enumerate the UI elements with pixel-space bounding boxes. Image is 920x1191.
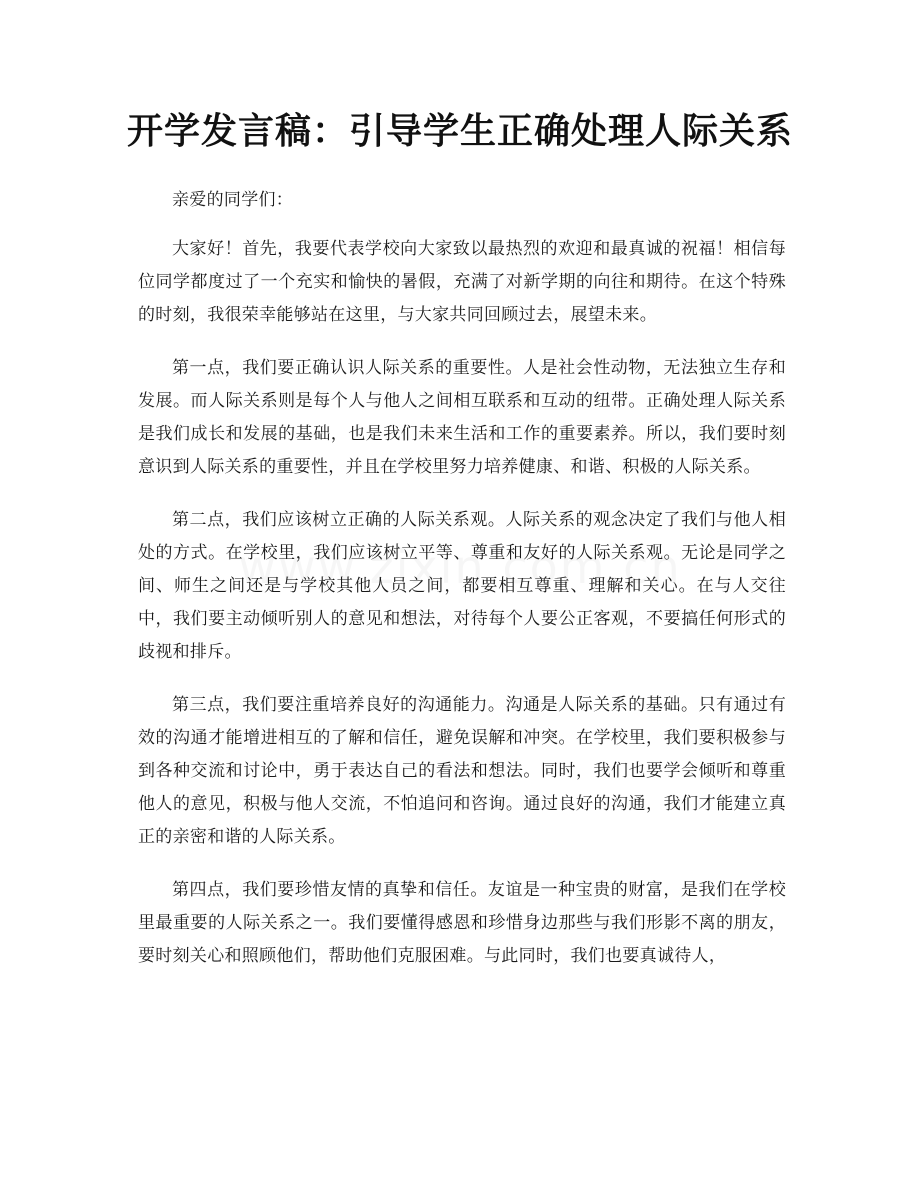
page-title: 开学发言稿：引导学生正确处理人际关系 — [126, 111, 793, 152]
salutation-paragraph: 亲爱的同学们： — [172, 190, 294, 210]
point-four-paragraph: 第四点，我们要珍惜友情的真挚和信任。友谊是一种宝贵的财富，是我们在学校里最重要的人际关系之一。我们要懂得感恩和珍惜身边那些与我们形影不离的朋友，要时刻关心和照顾他们，帮助他们克服困难。与此同时，我们也要真诚待人， — [138, 880, 786, 966]
point-one-paragraph: 第一点，我们要正确认识人际关系的重要性。人是社会性动物，无法独立生存和发展。而人际关系则是每个人与他人之间相互联系和互动的纽带。正确处理人际关系是我们成长和发展的基础，也是我们未来生活和工作的重要素养。所以，我们要时刻意识到人际关系的重要性，并且在学校里努力培养健康、和谐、积极的人际关系。 — [138, 358, 786, 477]
document-body — [138, 184, 786, 993]
point-two-paragraph: 第二点，我们应该树立正确的人际关系观。人际关系的观念决定了我们与他人相处的方式。在学校里，我们应该树立平等、尊重和友好的人际关系观。无论是同学之间、师生之间还是与学校其他人员之间，都要相互尊重、理解和关心。在与人交往中，我们要主动倾听别人的意见和想法，对待每个人要公正客观，不要搞任何形式的歧视和排斥。 — [138, 510, 786, 662]
point-three-paragraph: 第三点，我们要注重培养良好的沟通能力。沟通是人际关系的基础。只有通过有效的沟通才能增进相互的了解和信任，避免误解和冲突。在学校里，我们要积极参与到各种交流和讨论中，勇于表达自己的看法和想法。同时，我们也要学会倾听和尊重他人的意见，积极与他人交流，不怕追问和咨询。通过良好的沟通，我们才能建立真正的亲密和谐的人际关系。 — [138, 695, 786, 847]
intro-paragraph: 大家好！首先，我要代表学校向大家致以最热烈的欢迎和最真诚的祝福！相信每位同学都度过了一个充实和愉快的暑假，充满了对新学期的向往和期待。在这个特殊的时刻，我很荣幸能够站在这里，与大家共同回顾过去，展望未来。 — [138, 239, 786, 325]
